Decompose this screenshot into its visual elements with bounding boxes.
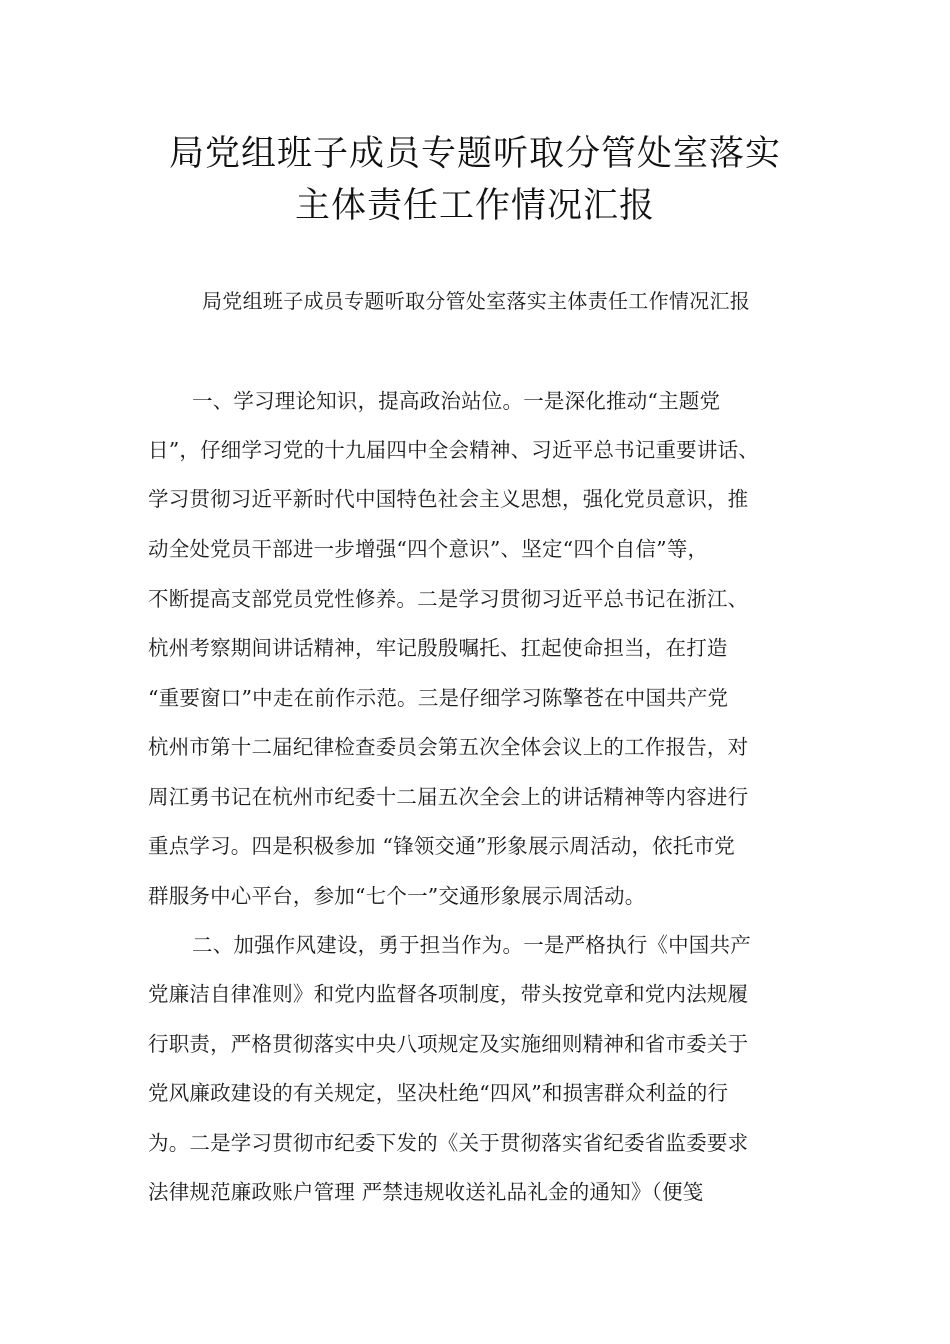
body-line: 周江勇书记在杭州市纪委十二届五次全会上的讲话精神等内容进行	[148, 785, 749, 809]
body-line: 二、加强作风建设，勇于担当作为。一是严格执行《中国共产	[192, 933, 751, 957]
body-line: 一、学习理论知识，提高政治站位。一是深化推动“主题党	[192, 389, 721, 413]
document-subtitle: 局党组班子成员专题听取分管处室落实主体责任工作情况汇报	[202, 289, 751, 313]
body-line: 党廉洁自律准则》和党内监督各项制度，带头按党章和党内法规履	[148, 982, 749, 1006]
document-title-line-2: 主体责任工作情况汇报	[294, 186, 655, 226]
body-line: 动全处党员干部进一步增强“四个意识”、坚定“四个自信”等，	[148, 537, 709, 561]
body-line: 重点学习。四是积极参加 “锋领交通”形象展示周活动，依托市党	[148, 834, 735, 858]
body-line: “重要窗口”中走在前作示范。三是仔细学习陈擎苍在中国共产党	[148, 686, 729, 710]
body-line: 群服务中心平台，参加“七个一”交通形象展示周活动。	[148, 884, 646, 908]
body-line: 为。二是学习贯彻市纪委下发的《关于贯彻落实省纪委省监委要求	[148, 1131, 749, 1155]
body-line: 杭州市第十二届纪律检查委员会第五次全体会议上的工作报告，对	[148, 735, 749, 759]
body-line: 不断提高支部党员党性修养。二是学习贯彻习近平总书记在浙江、	[148, 587, 749, 611]
body-line: 党风廉政建设的有关规定，坚决杜绝“四风”和损害群众利益的行	[148, 1081, 729, 1105]
body-line: 行职责，严格贯彻落实中央八项规定及实施细则精神和省市委关于	[148, 1032, 749, 1056]
document-title-line-1: 局党组班子成员专题听取分管处室落实	[168, 134, 781, 174]
body-line: 日”，仔细学习党的十九届四中全会精神、习近平总书记重要讲话、	[148, 438, 759, 462]
body-line: 法律规范廉政账户管理 严禁违规收送礼品礼金的通知》（便笺	[148, 1180, 704, 1204]
body-line: 杭州考察期间讲话精神，牢记殷殷嘱托、扛起使命担当，在打造	[148, 636, 728, 660]
body-line: 学习贯彻习近平新时代中国特色社会主义思想，强化党员意识，推	[148, 487, 749, 511]
